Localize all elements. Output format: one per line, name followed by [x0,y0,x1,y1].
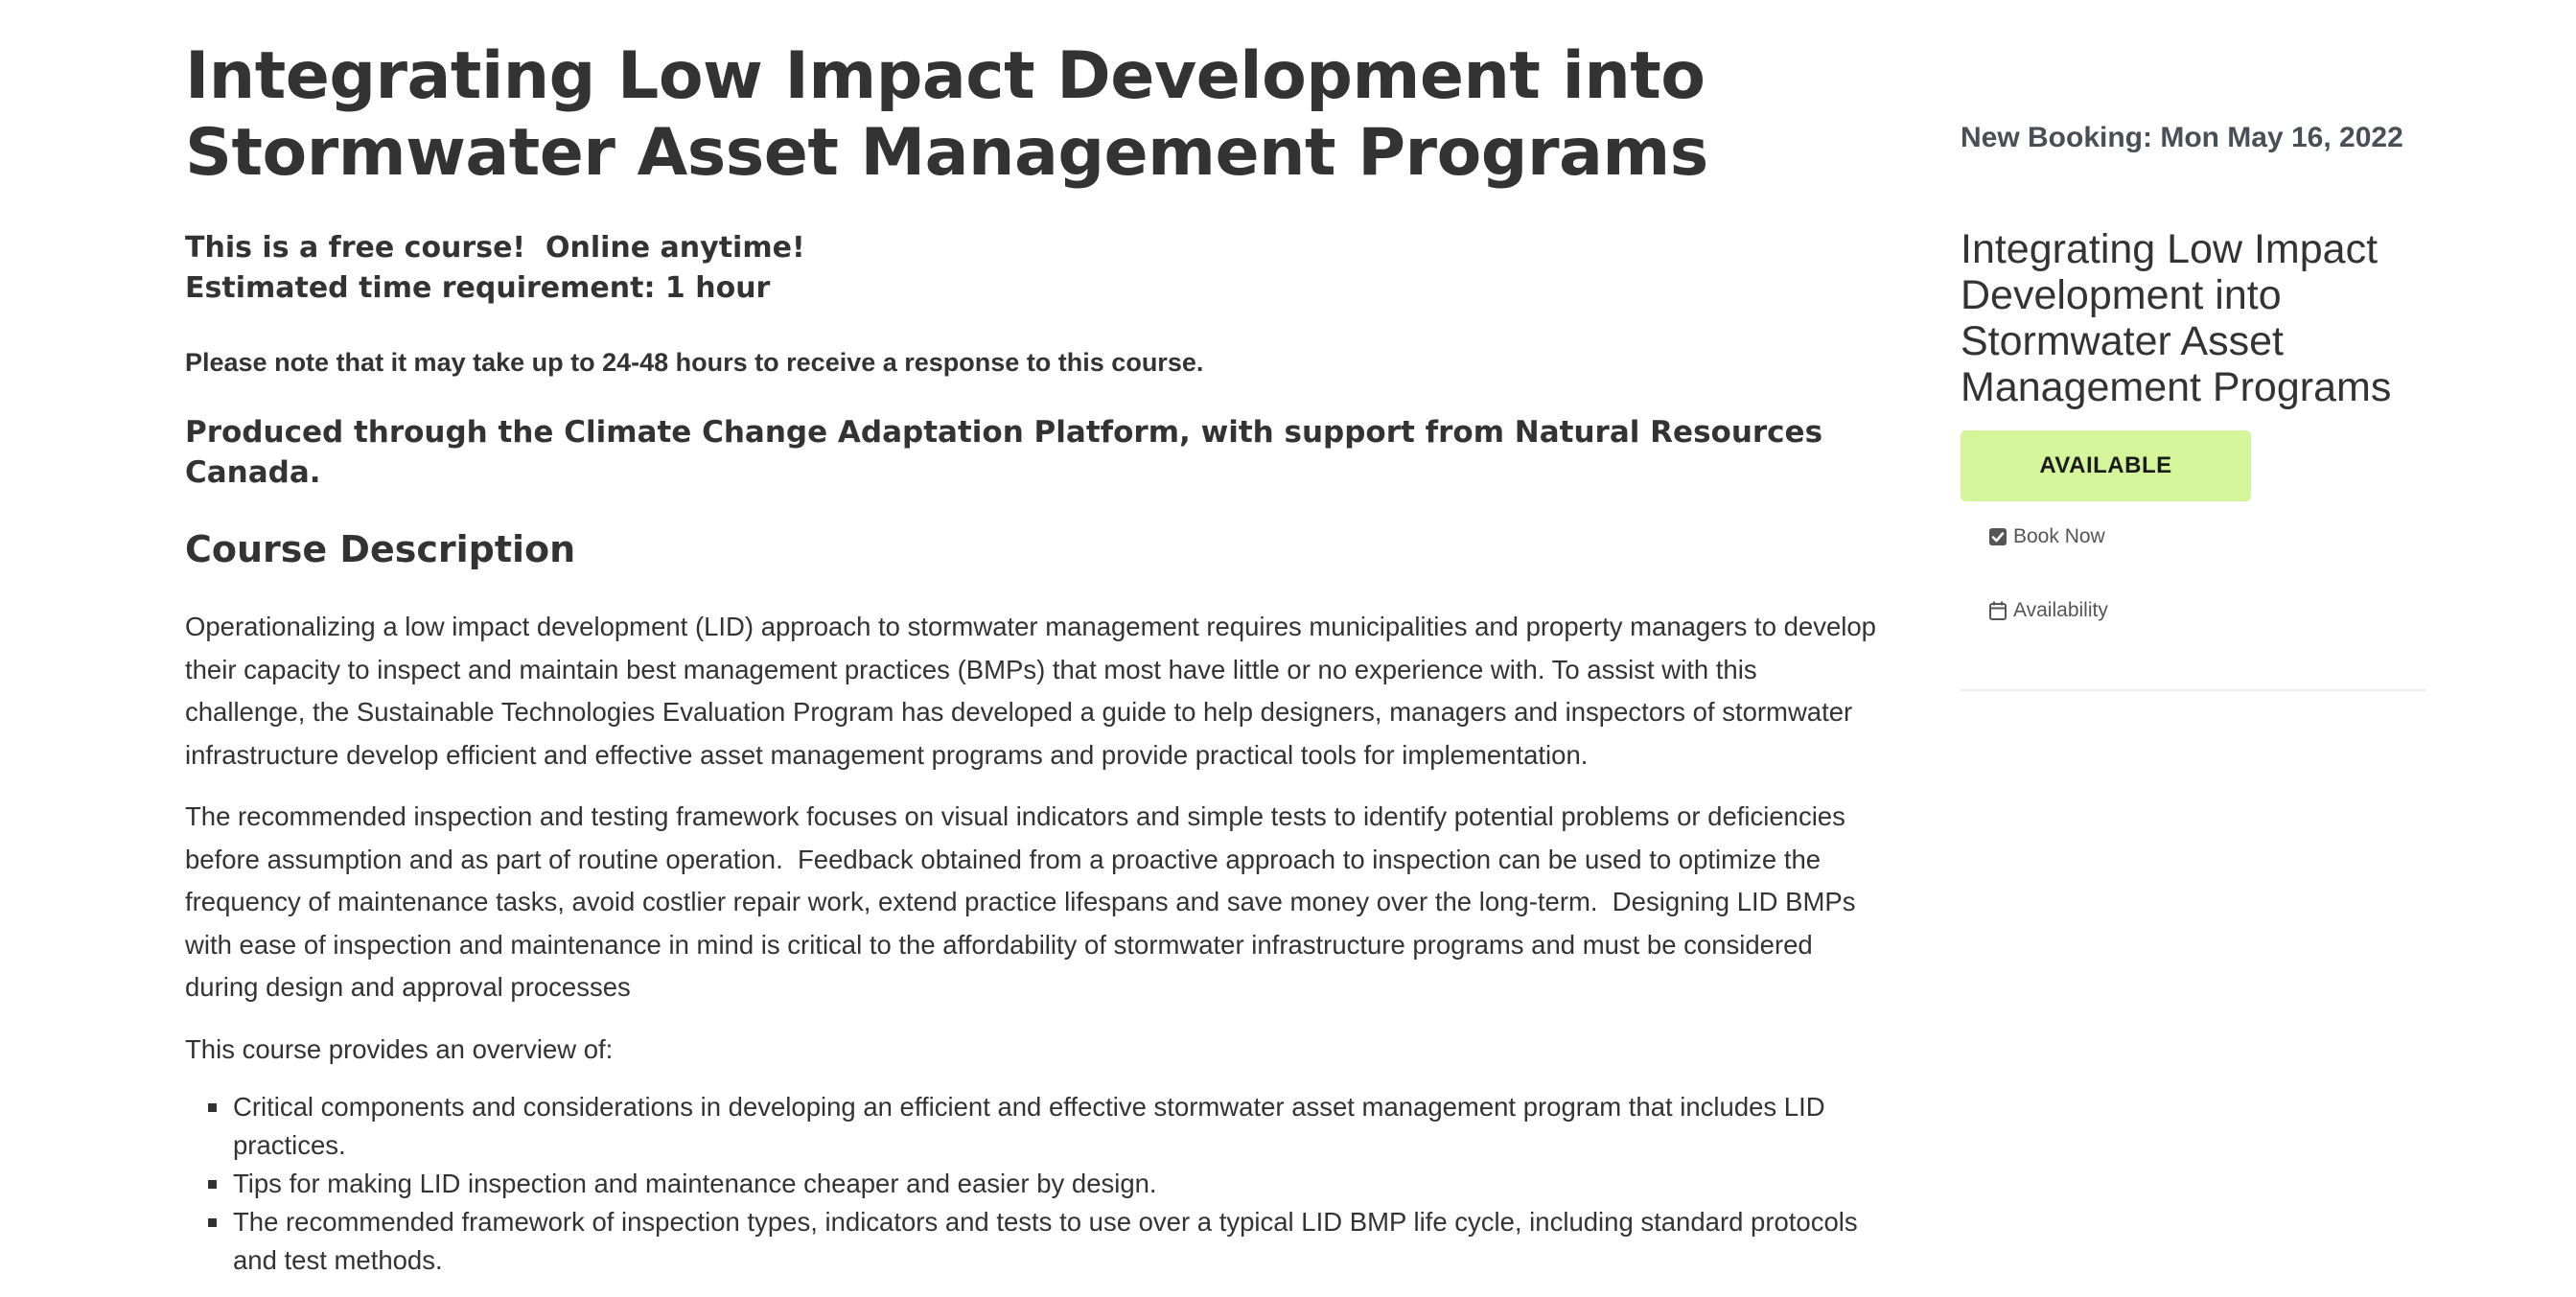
description-paragraph-3: This course provides an overview of: [185,1033,614,1064]
free-course-line: This is a free course! Online anytime! [185,231,805,265]
list-item [233,1088,1882,1165]
square-bullet-icon [208,1218,217,1227]
course-description-heading: Course Description [185,528,576,570]
page-title [185,38,1882,192]
new-booking-date: New Booking: Mon May 16, 2022 [1961,122,2403,153]
sidebar-divider [1961,689,2425,691]
check-square-icon [1988,527,2007,546]
page-title-line-1: Integrating Low Impact Development into [185,38,1706,114]
response-time-note: Please note that it may take up to 24-48 hours to receive a response to this course. [185,348,1204,377]
list-item [233,1203,1882,1280]
square-bullet-icon [208,1103,217,1112]
page-title-line-2: Stormwater Asset Management Programs [185,115,1708,191]
sidebar-course-title: Integrating Low Impact Development into Stormwater Asset Management Programs [1961,226,2392,410]
description-paragraph-2: The recommended inspection and testing framework focuses on visual indicators and simple tests to identify potential problems or deficiencies before assumption and as part of routine operation. Feedback obtained from a proactive approach to inspection can be used to optimize the frequency of maintenance tasks, avoid costlier repair work, extend practice lifespans and save money over the long-term. Designing LID BMPs with ease of inspection and maintenance in mind is critical to the affordability of stormwater infrastructure programs and must be considered during design and approval processes [185,801,1864,1002]
book-now-label: Book Now [2013,525,2105,547]
calendar-icon [1988,600,2007,621]
list-item [233,1165,1882,1203]
overview-list [185,1088,1882,1280]
availability-link[interactable] [1988,599,2108,622]
course-summary [185,228,1882,309]
square-bullet-icon [208,1180,217,1189]
main-content [185,38,1882,1280]
time-requirement-line: Estimated time requirement: 1 hour [185,271,771,305]
book-now-link[interactable] [1988,525,2105,548]
availability-label: Availability [2013,599,2108,621]
produced-by-note: Produced through the Climate Change Adaptation Platform, with support from Natural Resources Canada. [185,415,1823,490]
description-paragraph-1: Operationalizing a low impact development (LID) approach to stormwater management requires municipalities and property managers to develop their capacity to inspect and maintain best management practices (BMPs) that most have little or no experience with. To assist with this challenge, the Sustainable Technologies Evaluation Program has developed a guide to help designers, managers and inspectors of stormwater infrastructure develop efficient and effective asset management programs and provide practical tools for implementation. [185,612,1876,770]
list-item-text: Critical components and considerations in developing an efficient and effective stormwater asset management program that includes LID practices. [233,1092,1825,1160]
list-item-text: Tips for making LID inspection and maintenance cheaper and easier by design. [233,1169,1157,1198]
list-item-text: The recommended framework of inspection types, indicators and tests to use over a typical LID BMP life cycle, including standard protocols and test methods. [233,1207,1858,1275]
available-button[interactable]: AVAILABLE [1961,430,2251,501]
